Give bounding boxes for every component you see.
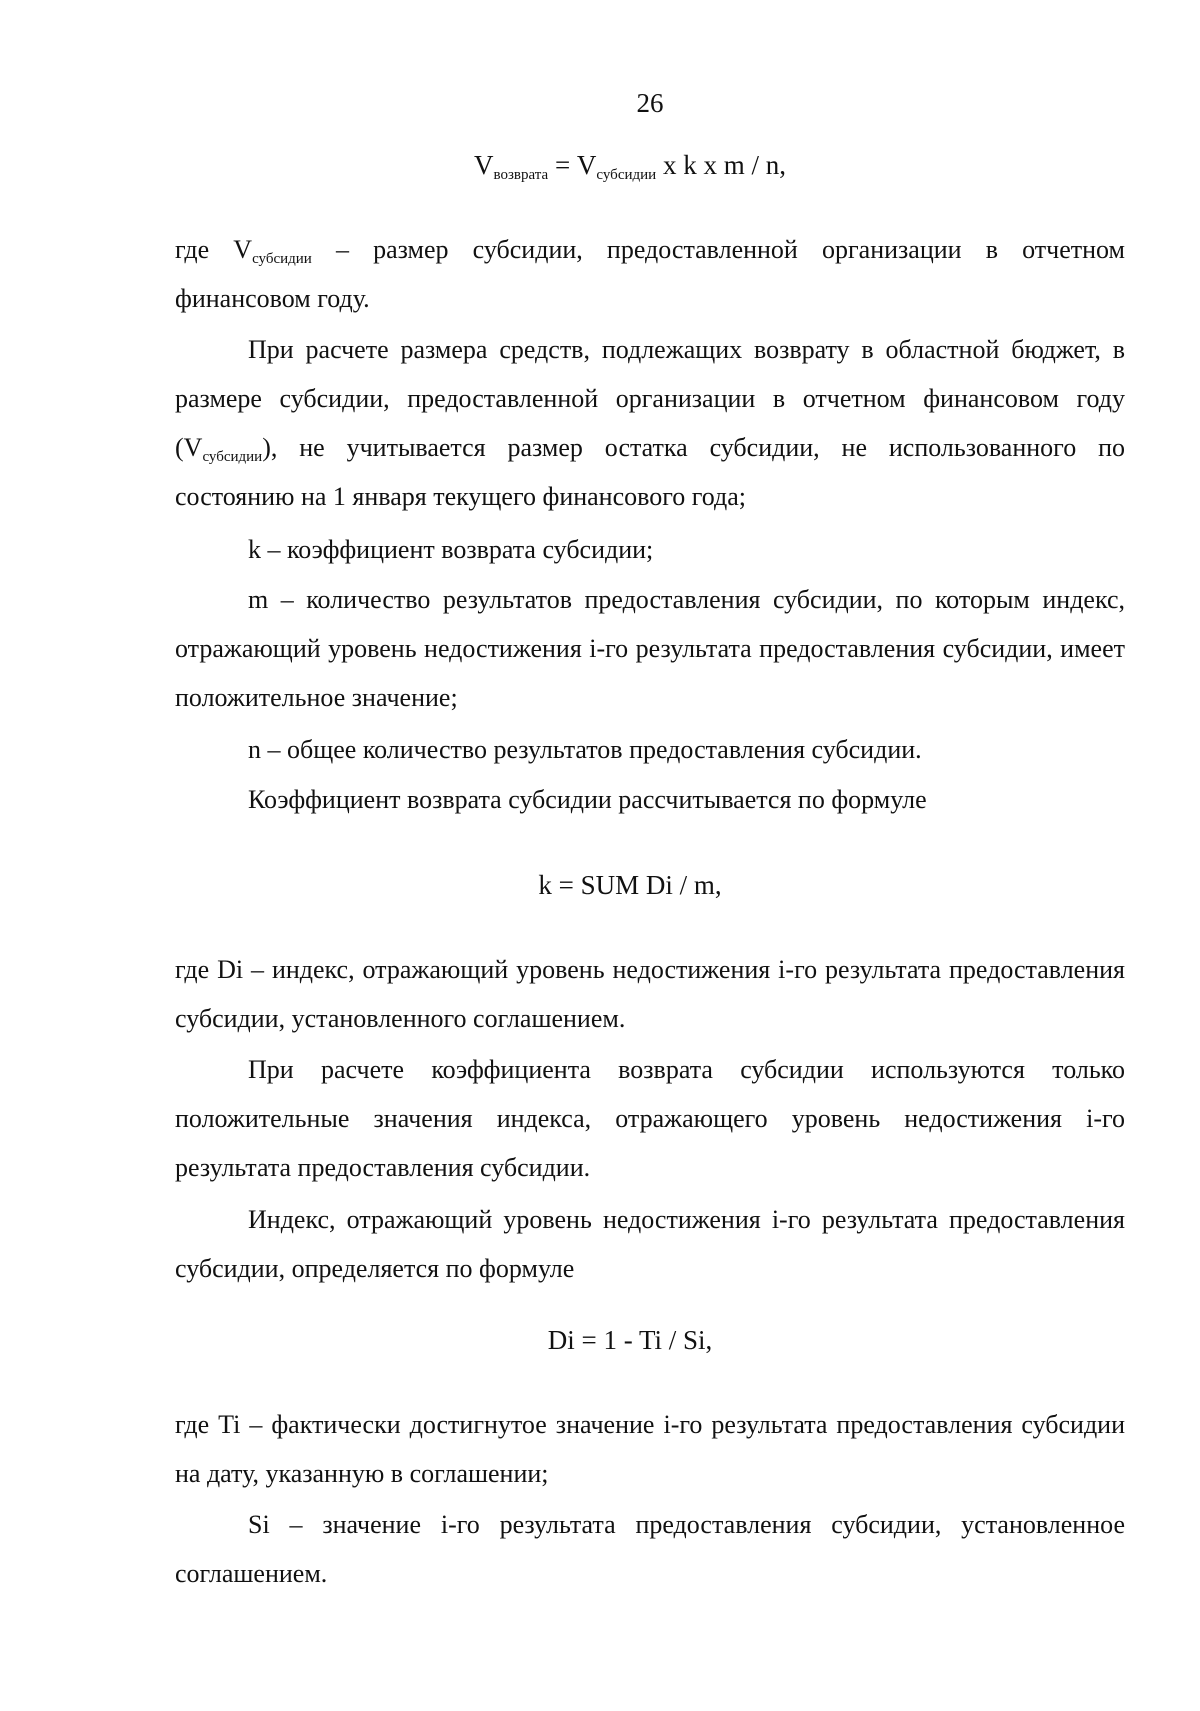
subscript-subsidy: субсидии (252, 251, 312, 267)
paragraph-di-definition: где Di – индекс, отражающий уровень недостижения i-го результата предоставления субсидии, установленного соглашением. (175, 955, 1125, 1033)
formula-v-subscript-return: возврата (493, 167, 549, 183)
paragraph-index-formula-intro: Индекс, отражающий уровень недостижения i-го результата предоставления субсидии, определяется по формуле (175, 1205, 1125, 1283)
paragraph-k-definition: k – коэффициент возврата субсидии; (248, 535, 654, 564)
paragraph-v-subsidy-definition (175, 225, 1125, 323)
formula-rest: x k x m / n, (656, 150, 786, 180)
formula-return-volume (0, 150, 1200, 184)
paragraph-calculation-note (175, 325, 1125, 521)
subscript-subsidy: субсидии (202, 449, 263, 465)
paragraph-k-formula-intro: Коэффициент возврата субсидии рассчитывается по формуле (248, 785, 927, 814)
text-fragment: – размер субсидии, предоставленной организации в отчетном финансовом году. (175, 235, 1125, 313)
formula-equals: = V (548, 150, 597, 180)
text-fragment: где V (175, 235, 253, 264)
text-fragment: При расчете размера средств, подлежащих возврату в областной бюджет, в размере субсидии, предоставленной организации в отчетном финансовом году (V (175, 335, 1125, 462)
page-number: 26 (636, 88, 664, 118)
paragraph-m-definition: m – количество результатов предоставления субсидии, по которым индекс, отражающий уровень недостижения i-го результата предоставления субсидии, имеет положительное значение; (175, 585, 1125, 712)
paragraph-ti-definition: где Ti – фактически достигнутое значение i-го результата предоставления субсидии на дату, указанную в соглашении; (175, 1410, 1125, 1488)
formula-return-coefficient: k = SUM Di / m, (538, 870, 722, 900)
paragraph-positive-values: При расчете коэффициента возврата субсидии используются только положительные значения индекса, отражающего уровень недостижения i-го результата предоставления субсидии. (175, 1055, 1125, 1182)
paragraph-si-definition: Si – значение i-го результата предоставления субсидии, установленное соглашением. (175, 1510, 1125, 1588)
paragraph-n-definition: n – общее количество результатов предоставления субсидии. (248, 735, 922, 764)
formula-index-di: Di = 1 - Ti / Si, (547, 1325, 713, 1355)
formula-v-symbol: V (474, 150, 494, 180)
formula-v-subscript-subsidy: субсидии (596, 167, 657, 183)
text-fragment: ), не учитывается размер остатка субсидии, не использованного по состоянию на 1 января текущего финансового года; (175, 433, 1125, 511)
